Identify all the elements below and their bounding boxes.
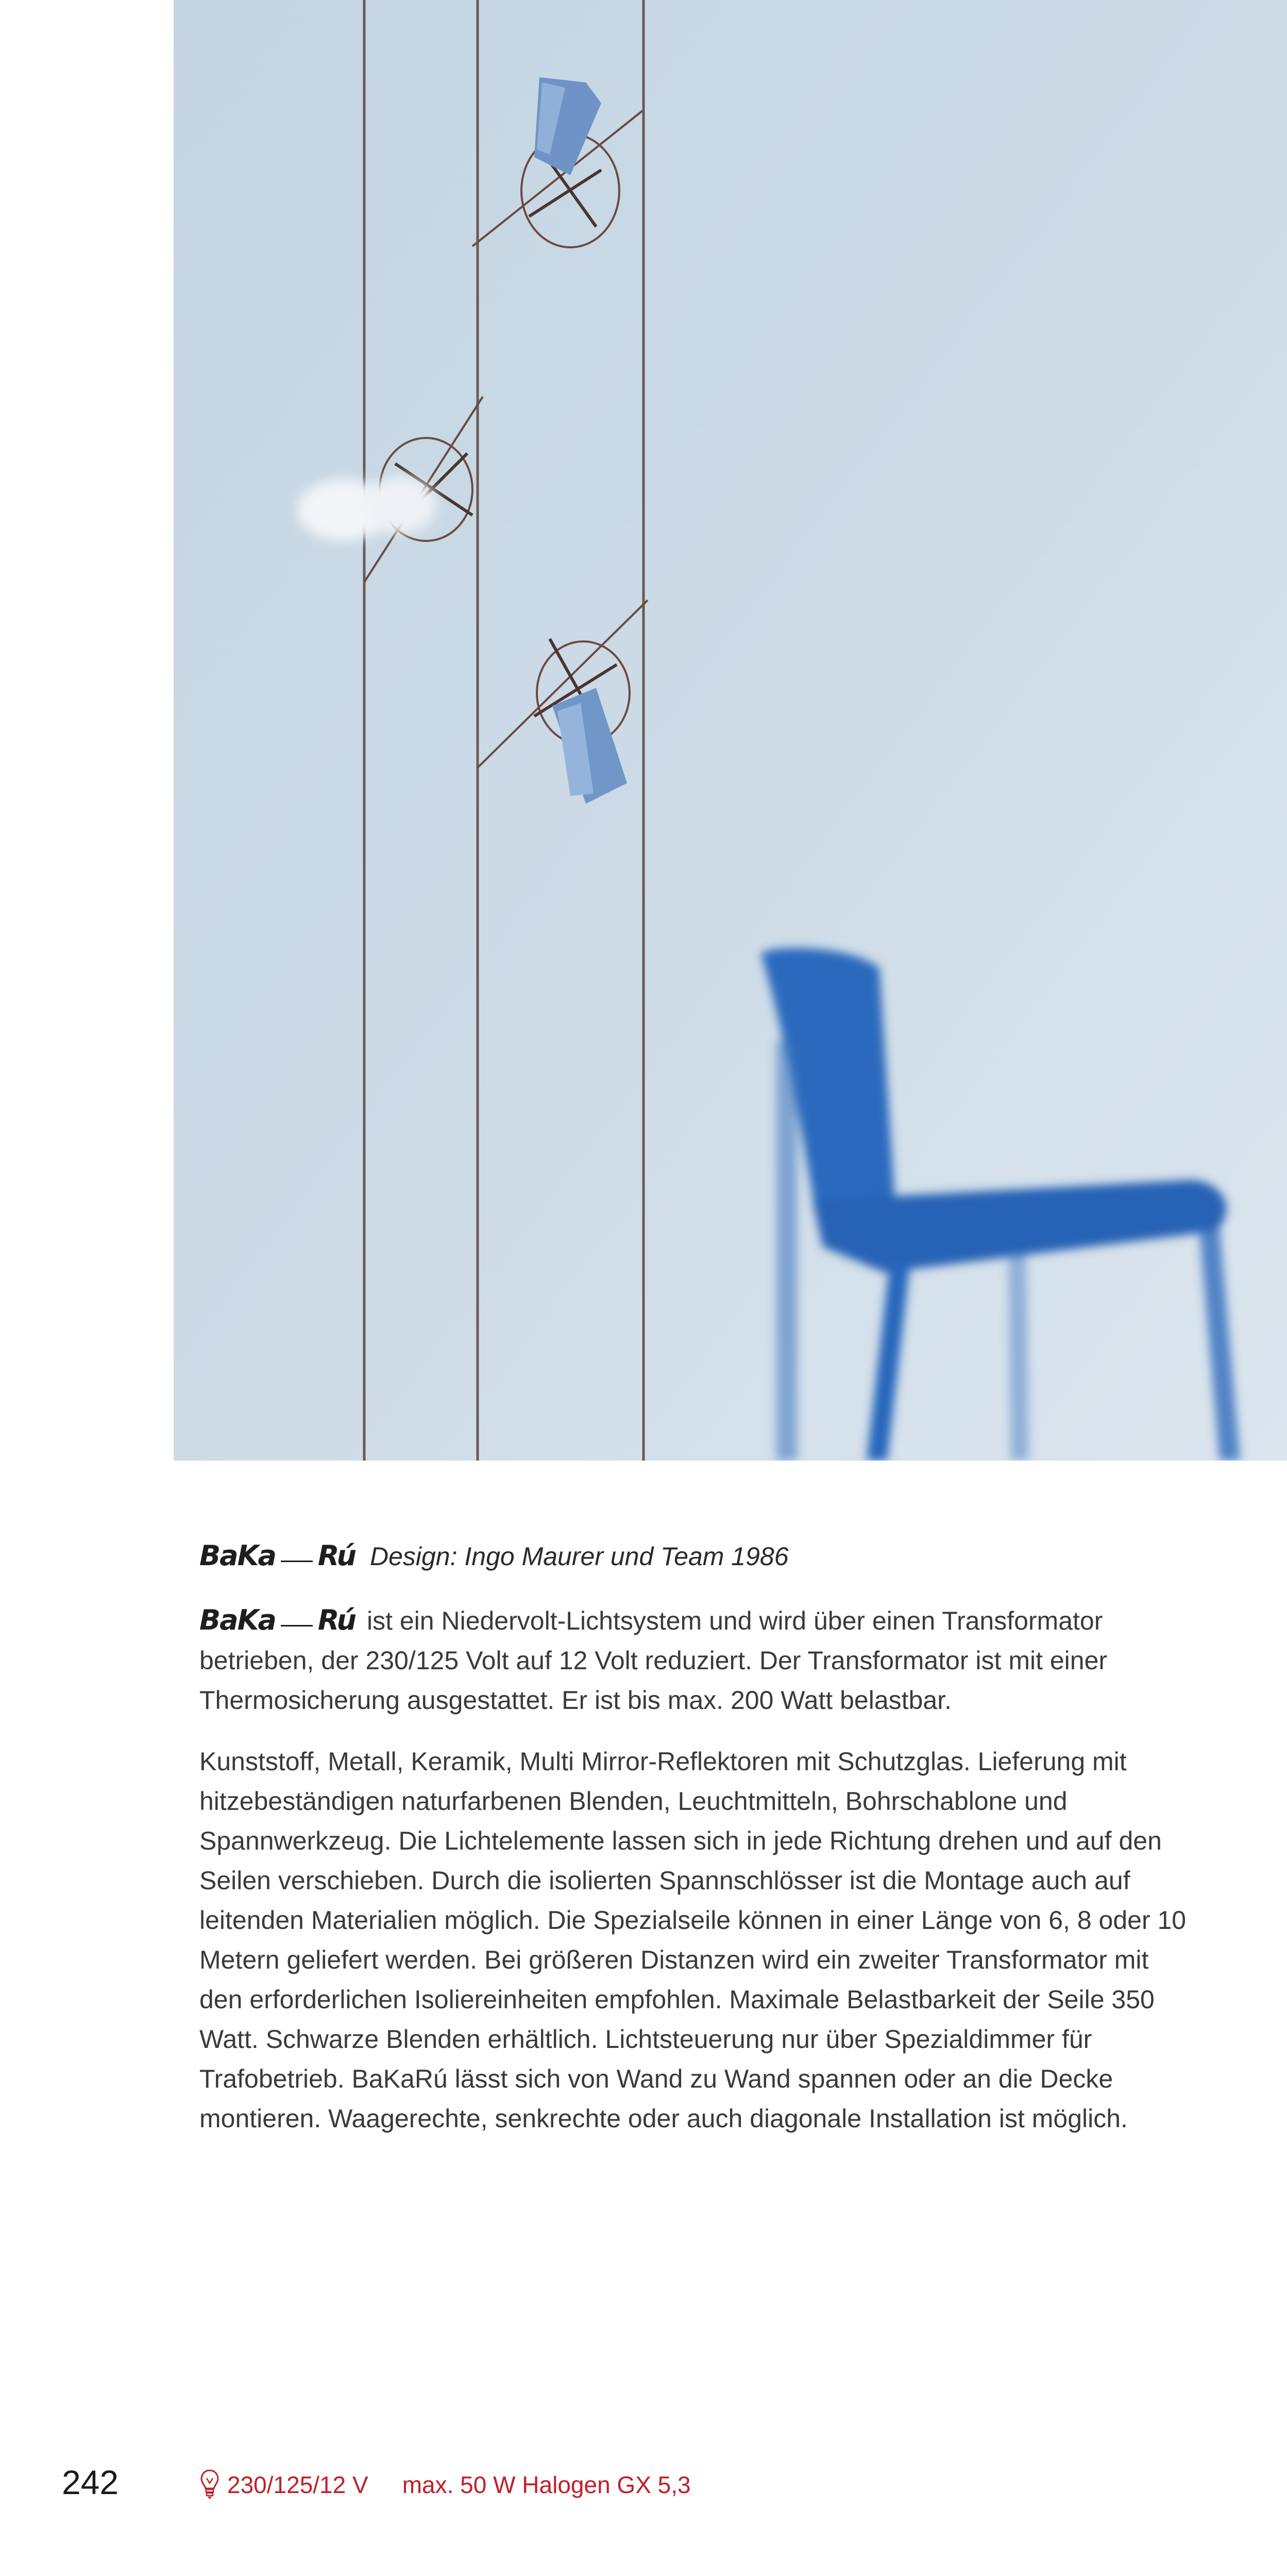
bulb-icon [199, 2469, 220, 2501]
page-footer [62, 2463, 1247, 2509]
product-logo-inline: BaKa Rú [199, 1604, 355, 1636]
design-credit: Design: Ingo Maurer und Team 1986 [369, 1542, 789, 1571]
product-description [199, 1538, 1189, 2160]
product-photo-illustration [174, 0, 1287, 1461]
product-logo: BaKa Rú [199, 1539, 355, 1572]
intro-paragraph [199, 1600, 1189, 1720]
product-photo [174, 0, 1287, 1461]
page-number: 242 [62, 2463, 119, 2501]
lamp-spec [199, 2469, 691, 2501]
power-spec: max. 50 W Halogen GX 5,3 [402, 2471, 691, 2498]
design-credit-line [199, 1538, 1189, 1574]
intro-text: ist ein Niedervolt-Lichtsystem und wird über einen Transformator betrieben, der 230/125 Volt auf 12 Volt reduziert. Der Transformator ist mit einer Thermosicherung ausgestattet. Er ist bis max. 200 Watt belastbar. [199, 1606, 1108, 1715]
details-paragraph: Kunststoff, Metall, Keramik, Multi Mirror-Reflektoren mit Schutzglas. Lieferung mit hitzebeständigen naturfarbenen Blenden, Leuchtmitteln, Bohrschablone und Spannwerkzeug. Die Lichtelemente lassen sich in jede Richtung drehen und auf den Seilen verschieben. Durch die isolierten Spannschlösser ist die Montage auch auf leitenden Materialien möglich. Die Spezialseile können in einer Länge von 6, 8 oder 10 Metern geliefert werden. Bei größeren Distanzen wird ein zweiter Transformator mit den erforderlichen Isoliereinheiten empfohlen. Maximale Belastbarkeit der Seile 350 Watt. Schwarze Blenden erhältlich. Lichtsteuerung nur über Spezialdimmer für Trafobetrieb. BaKaRú lässt sich von Wand zu Wand spannen oder an die Decke montieren. Waagerechte, senkrechte oder auch diagonale Installation ist möglich. [199, 1747, 1187, 2133]
voltage-spec: 230/125/12 V [227, 2471, 368, 2498]
